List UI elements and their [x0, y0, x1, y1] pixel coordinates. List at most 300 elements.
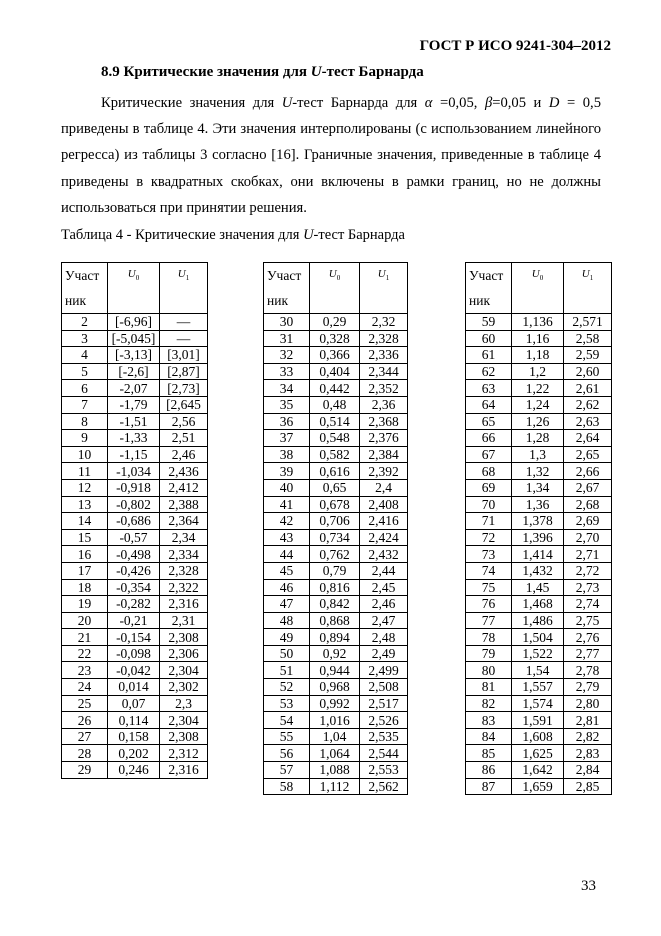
u1-value-cell: 2,344 — [360, 363, 408, 380]
u1-value-cell: 2,436 — [160, 463, 208, 480]
u0-value-cell: 0,894 — [310, 629, 360, 646]
participant-column-header — [466, 263, 512, 314]
u0-value-cell: 0,442 — [310, 380, 360, 397]
participant-count-cell: 23 — [62, 662, 108, 679]
u1-value-cell: 2,316 — [160, 596, 208, 613]
table-row — [62, 629, 208, 646]
table-row — [62, 463, 208, 480]
u0-value-cell: 0,762 — [310, 546, 360, 563]
u1-value-cell: 2,388 — [160, 496, 208, 513]
u0-column-header-symbol: U — [531, 268, 540, 280]
table-row — [62, 314, 208, 331]
table-row — [62, 612, 208, 629]
participant-count-cell: 32 — [264, 347, 310, 364]
u0-column-header-subscript: 0 — [135, 274, 140, 283]
u0-value-cell: 0,29 — [310, 314, 360, 331]
section-title-u: U — [310, 64, 322, 80]
u0-value-cell: 1,486 — [512, 612, 564, 629]
u1-value-cell: 2,376 — [360, 430, 408, 447]
u1-value-cell: 2,424 — [360, 529, 408, 546]
participant-count-cell: 3 — [62, 330, 108, 347]
u0-value-cell: 1,522 — [512, 645, 564, 662]
u1-value-cell: 2,44 — [360, 562, 408, 579]
table-row — [466, 728, 612, 745]
table-row — [466, 396, 612, 413]
participant-count-cell: 85 — [466, 745, 512, 762]
u0-value-cell: 1,432 — [512, 562, 564, 579]
caption-post: -тест Барнарда — [313, 227, 405, 243]
table-row — [264, 396, 408, 413]
table-row — [62, 728, 208, 745]
u1-value-cell: 2,46 — [360, 596, 408, 613]
para-text-5: = 0,5 приведены в таблице 4. Эти значения интерполированы (с использованием линейного регресса) из таблицы 3 согласно [16]. Граничные значения, приведенные в таблице 4 приведены в квадратных скобках, они включены в рамки границ, но не должны использоваться при принятии решения. — [61, 95, 602, 216]
u1-value-cell: 2,31 — [160, 612, 208, 629]
u0-column-header — [310, 263, 360, 314]
u0-value-cell: 1,2 — [512, 363, 564, 380]
table-row — [264, 612, 408, 629]
table-row — [62, 330, 208, 347]
u1-value-cell: 2,84 — [564, 762, 612, 779]
u1-value-cell: 2,334 — [160, 546, 208, 563]
participant-column-header — [62, 263, 108, 314]
u1-value-cell: 2,34 — [160, 529, 208, 546]
table-row — [264, 430, 408, 447]
participant-count-cell: 70 — [466, 496, 512, 513]
participant-count-cell: 48 — [264, 612, 310, 629]
u1-value-cell: 2,58 — [564, 330, 612, 347]
table-row — [62, 347, 208, 364]
participant-count-cell: 25 — [62, 695, 108, 712]
critical-values-table-2 — [263, 262, 408, 795]
participant-count-cell: 47 — [264, 596, 310, 613]
u0-value-cell: 1,112 — [310, 778, 360, 795]
table-row — [264, 513, 408, 530]
u1-value-cell: 2,74 — [564, 596, 612, 613]
u0-value-cell: -1,51 — [108, 413, 160, 430]
participant-count-cell: 64 — [466, 396, 512, 413]
u0-value-cell: 0,548 — [310, 430, 360, 447]
u1-value-cell: 2,45 — [360, 579, 408, 596]
u0-value-cell: 0,65 — [310, 479, 360, 496]
u1-value-cell: 2,66 — [564, 463, 612, 480]
u0-value-cell: 0,992 — [310, 695, 360, 712]
participant-count-cell: 63 — [466, 380, 512, 397]
participant-count-cell: 51 — [264, 662, 310, 679]
u1-value-cell: 2,432 — [360, 546, 408, 563]
u0-column-header — [108, 263, 160, 314]
participant-count-cell: 9 — [62, 430, 108, 447]
document-header: ГОСТ Р ИСО 9241-304–2012 — [419, 38, 611, 54]
participant-count-cell: 50 — [264, 645, 310, 662]
table-row — [466, 446, 612, 463]
table-row — [466, 413, 612, 430]
participant-count-cell: 39 — [264, 463, 310, 480]
u0-value-cell: 1,26 — [512, 413, 564, 430]
u0-value-cell: 0,514 — [310, 413, 360, 430]
table-row — [264, 596, 408, 613]
section-title-pre: Критические значения для — [123, 64, 311, 80]
u1-value-cell: 2,412 — [160, 479, 208, 496]
u0-value-cell: -0,21 — [108, 612, 160, 629]
para-u: U — [281, 95, 293, 111]
u1-value-cell: 2,306 — [160, 645, 208, 662]
u1-value-cell: [3,01] — [160, 347, 208, 364]
u1-value-cell: 2,68 — [564, 496, 612, 513]
table-row — [466, 430, 612, 447]
u1-value-cell: — — [160, 314, 208, 331]
participant-count-cell: 71 — [466, 513, 512, 530]
table-row — [264, 330, 408, 347]
u1-value-cell: 2,308 — [160, 728, 208, 745]
participant-count-cell: 55 — [264, 728, 310, 745]
u0-value-cell: 0,366 — [310, 347, 360, 364]
participant-count-cell: 40 — [264, 479, 310, 496]
u1-value-cell: 2,416 — [360, 513, 408, 530]
u0-value-cell: 1,608 — [512, 728, 564, 745]
u1-column-header — [564, 263, 612, 314]
participant-count-cell: 78 — [466, 629, 512, 646]
u0-value-cell: 1,064 — [310, 745, 360, 762]
table-row — [264, 463, 408, 480]
u0-value-cell: 1,22 — [512, 380, 564, 397]
u1-value-cell: 2,49 — [360, 645, 408, 662]
participant-count-cell: 62 — [466, 363, 512, 380]
participant-count-cell: 24 — [62, 679, 108, 696]
participant-count-cell: 67 — [466, 446, 512, 463]
u0-value-cell: -1,33 — [108, 430, 160, 447]
u1-column-header-label — [564, 263, 611, 286]
table-row — [62, 712, 208, 729]
u0-value-cell: -0,154 — [108, 629, 160, 646]
table-row — [62, 496, 208, 513]
table-row — [466, 496, 612, 513]
participant-count-cell: 45 — [264, 562, 310, 579]
u0-value-cell: -0,426 — [108, 562, 160, 579]
table-row — [62, 695, 208, 712]
u0-value-cell: 0,114 — [108, 712, 160, 729]
table-row — [466, 712, 612, 729]
participant-count-cell: 38 — [264, 446, 310, 463]
participant-header-line: ник — [469, 293, 491, 308]
participant-count-cell: 41 — [264, 496, 310, 513]
u0-value-cell: 0,48 — [310, 396, 360, 413]
table-row — [62, 645, 208, 662]
u1-column-header-label — [360, 263, 407, 286]
table-row — [264, 629, 408, 646]
participant-count-cell: 73 — [466, 546, 512, 563]
u1-column-header — [160, 263, 208, 314]
table-row — [264, 645, 408, 662]
u0-value-cell: 0,868 — [310, 612, 360, 629]
u1-column-header-symbol: U — [377, 268, 386, 280]
u0-column-header-subscript: 0 — [539, 274, 544, 283]
participant-count-cell: 57 — [264, 762, 310, 779]
table-row — [264, 380, 408, 397]
table-row — [264, 662, 408, 679]
u1-value-cell: 2,384 — [360, 446, 408, 463]
table-row — [62, 380, 208, 397]
u1-value-cell: 2,64 — [564, 430, 612, 447]
table-row — [264, 446, 408, 463]
table-row — [466, 513, 612, 530]
participant-count-cell: 30 — [264, 314, 310, 331]
para-alpha: α — [424, 95, 433, 111]
participant-count-cell: 74 — [466, 562, 512, 579]
section-title-post: -тест Барнарда — [321, 64, 424, 80]
participant-column-header — [264, 263, 310, 314]
participant-count-cell: 13 — [62, 496, 108, 513]
table-row — [62, 579, 208, 596]
participant-count-cell: 16 — [62, 546, 108, 563]
participant-count-cell: 79 — [466, 645, 512, 662]
u0-value-cell: 0,328 — [310, 330, 360, 347]
table-row — [466, 679, 612, 696]
u1-value-cell: 2,73 — [564, 579, 612, 596]
participant-count-cell: 36 — [264, 413, 310, 430]
participant-count-cell: 10 — [62, 446, 108, 463]
u1-value-cell: — — [160, 330, 208, 347]
table-row — [264, 562, 408, 579]
u0-value-cell: -1,15 — [108, 446, 160, 463]
table-row — [264, 314, 408, 331]
participant-count-cell: 43 — [264, 529, 310, 546]
para-text-3: =0,05, — [432, 95, 485, 111]
u1-value-cell: 2,304 — [160, 712, 208, 729]
u0-value-cell: -0,098 — [108, 645, 160, 662]
u1-value-cell: 2,364 — [160, 513, 208, 530]
critical-values-table-3 — [465, 262, 612, 795]
u1-value-cell: 2,46 — [160, 446, 208, 463]
participant-count-cell: 46 — [264, 579, 310, 596]
body-paragraph — [61, 90, 601, 221]
u1-value-cell: 2,47 — [360, 612, 408, 629]
u0-value-cell: 1,016 — [310, 712, 360, 729]
u1-value-cell: 2,77 — [564, 645, 612, 662]
participant-count-cell: 6 — [62, 380, 108, 397]
u1-value-cell: 2,508 — [360, 679, 408, 696]
participant-count-cell: 14 — [62, 513, 108, 530]
u1-value-cell: 2,70 — [564, 529, 612, 546]
u1-column-header-subscript: 1 — [385, 274, 390, 283]
participant-header-line: ник — [267, 293, 289, 308]
u0-value-cell: 0,944 — [310, 662, 360, 679]
table-row — [466, 463, 612, 480]
u0-value-cell: 1,45 — [512, 579, 564, 596]
table-row — [264, 363, 408, 380]
participant-count-cell: 12 — [62, 479, 108, 496]
participant-count-cell: 58 — [264, 778, 310, 795]
u0-value-cell: 0,706 — [310, 513, 360, 530]
u1-value-cell: 2,80 — [564, 695, 612, 712]
participant-count-cell: 31 — [264, 330, 310, 347]
table-row — [62, 546, 208, 563]
participant-count-cell: 84 — [466, 728, 512, 745]
u1-value-cell: 2,59 — [564, 347, 612, 364]
u0-value-cell: -0,282 — [108, 596, 160, 613]
u1-value-cell: [2,73] — [160, 380, 208, 397]
table-row — [62, 363, 208, 380]
table-row — [466, 629, 612, 646]
u1-value-cell: 2,36 — [360, 396, 408, 413]
participant-count-cell: 22 — [62, 645, 108, 662]
participant-count-cell: 52 — [264, 679, 310, 696]
u0-value-cell: -0,57 — [108, 529, 160, 546]
participant-count-cell: 87 — [466, 778, 512, 795]
table-row — [62, 762, 208, 779]
u0-value-cell: 1,32 — [512, 463, 564, 480]
para-text-2: -тест Барнарда для — [292, 95, 425, 111]
u0-value-cell: 1,642 — [512, 762, 564, 779]
u0-value-cell: -0,686 — [108, 513, 160, 530]
u0-value-cell: 1,088 — [310, 762, 360, 779]
u0-value-cell: -0,918 — [108, 479, 160, 496]
u0-value-cell: 1,378 — [512, 513, 564, 530]
u0-value-cell: 1,24 — [512, 396, 564, 413]
table-row — [264, 546, 408, 563]
u0-column-header-symbol: U — [127, 268, 136, 280]
u1-value-cell: 2,535 — [360, 728, 408, 745]
participant-count-cell: 15 — [62, 529, 108, 546]
u0-value-cell: 1,659 — [512, 778, 564, 795]
table-row — [466, 380, 612, 397]
u1-value-cell: 2,544 — [360, 745, 408, 762]
page-number: 33 — [581, 878, 596, 894]
u1-value-cell: 2,328 — [360, 330, 408, 347]
u1-value-cell: 2,4 — [360, 479, 408, 496]
participant-count-cell: 5 — [62, 363, 108, 380]
u0-value-cell: 0,92 — [310, 645, 360, 662]
participant-count-cell: 28 — [62, 745, 108, 762]
table-row — [466, 695, 612, 712]
table-row — [264, 347, 408, 364]
u0-value-cell: 1,18 — [512, 347, 564, 364]
u0-value-cell: -0,042 — [108, 662, 160, 679]
u0-value-cell: [-2,6] — [108, 363, 160, 380]
participant-count-cell: 21 — [62, 629, 108, 646]
u1-value-cell: 2,67 — [564, 479, 612, 496]
participant-header-line: Участ — [469, 268, 504, 283]
u0-value-cell: -0,802 — [108, 496, 160, 513]
u0-value-cell: -1,79 — [108, 396, 160, 413]
table-row — [264, 778, 408, 795]
u1-value-cell: 2,48 — [360, 629, 408, 646]
para-d: D — [548, 95, 560, 111]
participant-count-cell: 86 — [466, 762, 512, 779]
u1-value-cell: 2,76 — [564, 629, 612, 646]
u1-value-cell: 2,56 — [160, 413, 208, 430]
u1-value-cell: 2,308 — [160, 629, 208, 646]
u0-value-cell: 1,04 — [310, 728, 360, 745]
critical-values-table-1 — [61, 262, 208, 779]
u0-value-cell: 1,504 — [512, 629, 564, 646]
table-row — [62, 596, 208, 613]
u0-column-header-label — [310, 263, 359, 286]
u1-value-cell: 2,562 — [360, 778, 408, 795]
participant-count-cell: 37 — [264, 430, 310, 447]
u1-value-cell: 2,32 — [360, 314, 408, 331]
participant-header-line: Участ — [65, 268, 100, 283]
table-row — [62, 662, 208, 679]
table-row — [264, 413, 408, 430]
u0-value-cell: 0,582 — [310, 446, 360, 463]
u0-column-header-label — [512, 263, 563, 286]
table-row — [466, 347, 612, 364]
u1-value-cell: 2,304 — [160, 662, 208, 679]
u1-value-cell: 2,336 — [360, 347, 408, 364]
table-row — [466, 330, 612, 347]
participant-count-cell: 81 — [466, 679, 512, 696]
u0-value-cell: [-3,13] — [108, 347, 160, 364]
u1-value-cell: 2,392 — [360, 463, 408, 480]
participant-count-cell: 83 — [466, 712, 512, 729]
participant-count-cell: 53 — [264, 695, 310, 712]
table-row — [466, 612, 612, 629]
table-row — [264, 496, 408, 513]
participant-count-cell: 54 — [264, 712, 310, 729]
u0-value-cell: -0,498 — [108, 546, 160, 563]
participant-count-cell: 65 — [466, 413, 512, 430]
table-row — [466, 596, 612, 613]
u1-value-cell: 2,312 — [160, 745, 208, 762]
participant-count-cell: 68 — [466, 463, 512, 480]
participant-count-cell: 2 — [62, 314, 108, 331]
u1-value-cell: 2,51 — [160, 430, 208, 447]
participant-count-cell: 11 — [62, 463, 108, 480]
u0-value-cell: 1,36 — [512, 496, 564, 513]
u0-value-cell: 1,54 — [512, 662, 564, 679]
table-row — [264, 679, 408, 696]
table-row — [466, 579, 612, 596]
participant-count-cell: 17 — [62, 562, 108, 579]
u0-value-cell: 0,07 — [108, 695, 160, 712]
u0-value-cell: 0,842 — [310, 596, 360, 613]
u1-value-cell: 2,79 — [564, 679, 612, 696]
table-row — [466, 645, 612, 662]
u0-value-cell: 1,591 — [512, 712, 564, 729]
table-row — [264, 479, 408, 496]
table-row — [264, 728, 408, 745]
participant-count-cell: 75 — [466, 579, 512, 596]
participant-header-line: ник — [65, 293, 87, 308]
u1-value-cell: 2,69 — [564, 513, 612, 530]
u1-value-cell: 2,316 — [160, 762, 208, 779]
u1-column-header-symbol: U — [581, 268, 590, 280]
u1-value-cell: 2,3 — [160, 695, 208, 712]
caption-u: U — [303, 227, 314, 243]
participant-count-cell: 29 — [62, 762, 108, 779]
participant-count-cell: 35 — [264, 396, 310, 413]
caption-pre: Таблица 4 - Критические значения для — [61, 227, 304, 243]
table-row — [466, 363, 612, 380]
table-caption — [61, 227, 405, 244]
participant-count-cell: 76 — [466, 596, 512, 613]
u0-value-cell: 1,574 — [512, 695, 564, 712]
u1-column-header-label — [160, 263, 207, 286]
u0-value-cell: 0,246 — [108, 762, 160, 779]
para-text-4: =0,05 и — [492, 95, 549, 111]
u1-value-cell: 2,62 — [564, 396, 612, 413]
u1-value-cell: 2,82 — [564, 728, 612, 745]
u1-value-cell: 2,63 — [564, 413, 612, 430]
para-beta: β — [484, 95, 493, 111]
table-row — [264, 762, 408, 779]
table-row — [264, 712, 408, 729]
u0-value-cell: 1,396 — [512, 529, 564, 546]
table-row — [466, 662, 612, 679]
u1-value-cell: 2,65 — [564, 446, 612, 463]
u0-value-cell: 0,014 — [108, 679, 160, 696]
table-row — [62, 413, 208, 430]
